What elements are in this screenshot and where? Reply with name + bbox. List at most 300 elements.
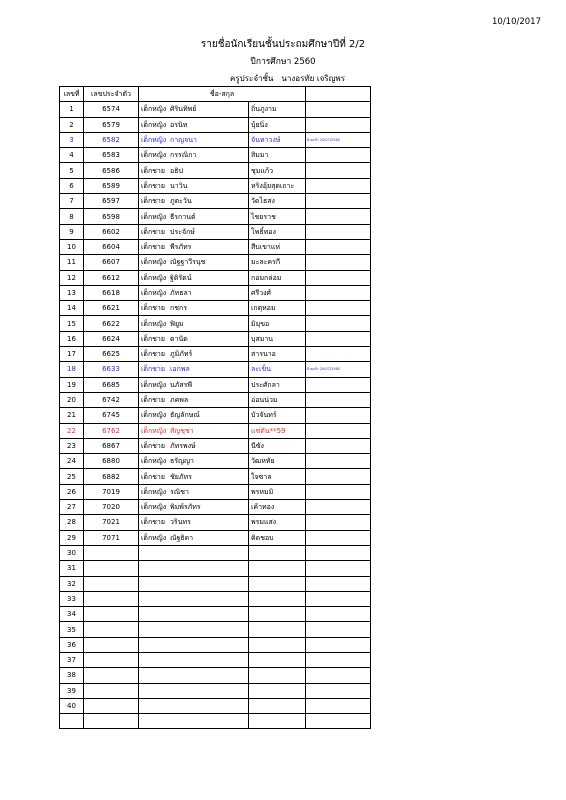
last-name — [249, 484, 306, 499]
row-number: 11 — [60, 255, 84, 270]
last-name — [249, 530, 306, 545]
student-name — [139, 224, 249, 239]
last-name — [249, 362, 306, 377]
last-name-text: อ่อนน่วม — [251, 396, 278, 405]
student-name — [139, 331, 249, 346]
row-number: 38 — [60, 668, 84, 683]
student-name — [139, 408, 249, 423]
last-name-text: ประศักลา — [251, 380, 280, 389]
row-number: 3 — [60, 132, 84, 147]
student-id: 6621 — [84, 301, 139, 316]
student-id: 6618 — [84, 285, 139, 300]
last-name — [249, 270, 306, 285]
row-number: 15 — [60, 316, 84, 331]
table-row — [60, 714, 371, 729]
first-name: นาวิน — [170, 181, 188, 190]
last-name — [249, 652, 306, 667]
last-name — [249, 347, 306, 362]
student-id — [84, 714, 139, 729]
remark-cell — [306, 423, 371, 438]
teacher-name: นางอรทัย เจริญพร — [281, 74, 345, 83]
last-name-text: บุ้ยนิ่ง — [251, 120, 268, 129]
row-number: 29 — [60, 530, 84, 545]
remark-cell — [306, 698, 371, 713]
row-number: 39 — [60, 683, 84, 698]
name-prefix: เด็กชาย — [141, 472, 165, 481]
row-number: 28 — [60, 515, 84, 530]
student-name — [139, 484, 249, 499]
student-id: 7019 — [84, 484, 139, 499]
first-name: ภคพล — [170, 396, 189, 405]
last-name-text: เกตุหอม — [251, 304, 276, 313]
last-name-text: กอมกล่อม — [251, 273, 282, 282]
first-name: ธัญลักษณ์ — [170, 411, 200, 420]
last-name-text: ใจซาล — [251, 472, 272, 481]
student-name — [139, 362, 249, 377]
student-name — [139, 438, 249, 453]
row-number: 5 — [60, 163, 84, 178]
student-name — [139, 270, 249, 285]
student-name — [139, 163, 249, 178]
student-name — [139, 255, 249, 270]
last-name — [249, 591, 306, 606]
remark-cell — [306, 239, 371, 254]
table-row — [60, 239, 371, 254]
student-roster-table — [59, 86, 371, 729]
first-name: พีรภัทร — [170, 243, 192, 252]
last-name-text: โพธิ์ทอง — [251, 227, 276, 236]
name-prefix: เด็กหญิง — [141, 289, 167, 297]
table-row — [60, 224, 371, 239]
name-prefix: เด็กชาย — [141, 197, 165, 206]
first-name: นภัสรพี — [170, 380, 193, 389]
header-name: ชื่อ-สกุล — [139, 87, 306, 102]
last-name — [249, 576, 306, 591]
first-name: รณิชา — [170, 487, 189, 496]
student-name — [139, 591, 249, 606]
last-name — [249, 102, 306, 117]
first-name: ภูตะวัน — [170, 197, 192, 206]
student-id: 6597 — [84, 194, 139, 209]
table-row — [60, 255, 371, 270]
last-name-text: มิมุขอ — [251, 319, 270, 328]
last-name — [249, 209, 306, 224]
row-number: 21 — [60, 408, 84, 423]
last-name — [249, 469, 306, 484]
table-row — [60, 698, 371, 713]
last-name-text: สิมมา — [251, 151, 269, 160]
row-number: 18 — [60, 362, 84, 377]
last-name — [249, 698, 306, 713]
remark-cell — [306, 148, 371, 163]
last-name-text: ถิ่นภูงาม — [251, 105, 277, 114]
remark-cell — [306, 209, 371, 224]
remark-cell — [306, 484, 371, 499]
remark-cell — [306, 285, 371, 300]
first-name: เอกพล — [170, 365, 190, 374]
table-row — [60, 423, 371, 438]
remark-cell — [306, 515, 371, 530]
name-prefix: เด็กหญิง — [141, 457, 167, 466]
table-row — [60, 148, 371, 163]
name-prefix: เด็กหญิง — [141, 411, 167, 420]
name-prefix: เด็กชาย — [141, 350, 165, 359]
table-row — [60, 178, 371, 193]
page-title: รายชื่อนักเรียนชั้นประถมศึกษาปีที่ 2/2 — [200, 39, 366, 50]
row-number: 14 — [60, 301, 84, 316]
first-name: ธีรกานต์ — [170, 212, 196, 221]
table-row — [60, 637, 371, 652]
homeroom-teacher — [230, 72, 353, 85]
row-number: 16 — [60, 331, 84, 346]
first-name: กรรณิกา — [170, 151, 197, 160]
student-id: 6586 — [84, 163, 139, 178]
table-row — [60, 377, 371, 392]
last-name — [249, 377, 306, 392]
row-number: 36 — [60, 637, 84, 652]
last-name — [249, 117, 306, 132]
name-prefix: เด็กหญิง — [141, 136, 167, 145]
first-name: ภูมิภัทร์ — [170, 350, 193, 359]
row-number: 8 — [60, 209, 84, 224]
student-id — [84, 698, 139, 713]
remark-cell — [306, 469, 371, 484]
last-name-text: เค้าทอง — [251, 503, 275, 512]
first-name: วรินทร — [170, 518, 191, 527]
name-prefix: เด็กชาย — [141, 365, 165, 374]
table-row — [60, 438, 371, 453]
last-name-text: วัดไธสง — [251, 197, 275, 206]
student-name — [139, 622, 249, 637]
first-name: ธรัญญา — [170, 457, 194, 466]
row-number: 26 — [60, 484, 84, 499]
student-name — [139, 652, 249, 667]
remark-cell — [306, 683, 371, 698]
header-number: เลขที่ — [60, 87, 84, 102]
student-id: 6622 — [84, 316, 139, 331]
table-header-row — [60, 87, 371, 102]
row-number: 25 — [60, 469, 84, 484]
student-id — [84, 668, 139, 683]
student-name — [139, 285, 249, 300]
student-name — [139, 194, 249, 209]
first-name: อธิป — [170, 166, 183, 175]
last-name — [249, 683, 306, 698]
last-name-text: คิดชอบ — [251, 533, 274, 542]
remark-cell — [306, 117, 371, 132]
table-row — [60, 194, 371, 209]
student-id: 6633 — [84, 362, 139, 377]
table-row — [60, 469, 371, 484]
row-number: 19 — [60, 377, 84, 392]
roster-body — [60, 102, 371, 729]
table-row — [60, 132, 371, 147]
first-name: พิมพ์รภัทร — [170, 503, 201, 512]
name-prefix: เด็กหญิง — [141, 426, 167, 435]
table-row — [60, 607, 371, 622]
student-id: 6602 — [84, 224, 139, 239]
student-id — [84, 683, 139, 698]
table-row — [60, 408, 371, 423]
student-id — [84, 545, 139, 560]
last-name — [249, 545, 306, 560]
last-name — [249, 132, 306, 147]
name-prefix: เด็กหญิง — [141, 487, 167, 496]
student-id: 6612 — [84, 270, 139, 285]
row-number: 40 — [60, 698, 84, 713]
remark-cell — [306, 668, 371, 683]
table-row — [60, 270, 371, 285]
student-id: 6867 — [84, 438, 139, 453]
last-name-text: ละเข็น — [251, 365, 272, 374]
last-name-text: สีบเขาแห่ — [251, 243, 280, 252]
last-name-text: วัฒหทัย — [251, 457, 275, 466]
student-name — [139, 637, 249, 652]
last-name — [249, 668, 306, 683]
student-id — [84, 576, 139, 591]
student-id — [84, 607, 139, 622]
table-row — [60, 301, 371, 316]
remark-cell — [306, 652, 371, 667]
student-name — [139, 714, 249, 729]
last-name-text: พรมแสง — [251, 518, 277, 527]
student-name — [139, 469, 249, 484]
remark-cell — [306, 178, 371, 193]
row-number: 4 — [60, 148, 84, 163]
remark-cell — [306, 500, 371, 515]
row-number: 20 — [60, 392, 84, 407]
remark-cell — [306, 545, 371, 560]
remark-cell — [306, 622, 371, 637]
row-number: 24 — [60, 454, 84, 469]
row-number: 23 — [60, 438, 84, 453]
last-name — [249, 148, 306, 163]
last-name-text: พรหมมิ — [251, 487, 274, 496]
student-id: 6583 — [84, 148, 139, 163]
name-prefix: เด็กหญิง — [141, 212, 167, 221]
name-prefix: เด็กชาย — [141, 441, 165, 450]
remark-cell — [306, 591, 371, 606]
row-number: 35 — [60, 622, 84, 637]
student-name — [139, 347, 249, 362]
first-name: ฐิติรัตน์ — [170, 273, 192, 282]
first-name: ศิรินทิพย์ — [170, 105, 197, 114]
last-name-text: ศรีวงศ์ — [251, 289, 271, 297]
row-number: 34 — [60, 607, 84, 622]
name-prefix: เด็กหญิง — [141, 258, 167, 267]
last-name — [249, 408, 306, 423]
table-row — [60, 683, 371, 698]
table-row — [60, 530, 371, 545]
row-number: 32 — [60, 576, 84, 591]
row-number: 17 — [60, 347, 84, 362]
last-name — [249, 637, 306, 652]
row-number: 9 — [60, 224, 84, 239]
academic-year: ปีการศึกษา 2560 — [250, 57, 316, 67]
remark-cell — [306, 607, 371, 622]
row-number: 1 — [60, 102, 84, 117]
name-prefix: เด็กชาย — [141, 166, 165, 175]
last-name — [249, 515, 306, 530]
remark-cell — [306, 347, 371, 362]
student-id: 6745 — [84, 408, 139, 423]
header-student-id: เลขประจำตัว — [84, 87, 139, 102]
last-name-text: บุสมาน — [251, 334, 274, 343]
remark-cell — [306, 576, 371, 591]
student-name — [139, 423, 249, 438]
student-name — [139, 102, 249, 117]
last-name — [249, 423, 306, 438]
row-number: 22 — [60, 423, 84, 438]
teacher-label: ครูประจำชั้น — [230, 74, 274, 83]
student-id — [84, 652, 139, 667]
row-number: 7 — [60, 194, 84, 209]
name-prefix: เด็กชาย — [141, 243, 165, 252]
table-row — [60, 117, 371, 132]
student-name — [139, 668, 249, 683]
row-number: 2 — [60, 117, 84, 132]
first-name: ภัทธลา — [170, 289, 192, 297]
name-prefix: เด็กชาย — [141, 227, 165, 236]
last-name-text: จันทาวงษ์ — [251, 136, 281, 145]
first-name: กชกร — [170, 304, 187, 313]
row-number: 13 — [60, 285, 84, 300]
last-name — [249, 331, 306, 346]
remark-cell — [306, 377, 371, 392]
student-name — [139, 515, 249, 530]
table-row — [60, 500, 371, 515]
first-name: ดานัด — [170, 334, 188, 343]
student-id: 6607 — [84, 255, 139, 270]
student-name — [139, 576, 249, 591]
student-name — [139, 377, 249, 392]
last-name — [249, 607, 306, 622]
student-id: 7020 — [84, 500, 139, 515]
remark-cell — [306, 454, 371, 469]
last-name — [249, 194, 306, 209]
row-number: 31 — [60, 561, 84, 576]
table-row — [60, 454, 371, 469]
name-prefix: เด็กชาย — [141, 518, 165, 527]
last-name-text: สารนาอ — [251, 350, 276, 359]
table-row — [60, 545, 371, 560]
student-name — [139, 301, 249, 316]
last-name-text: หริงอุ้ยสุดเถาะ — [251, 181, 295, 190]
student-id: 6582 — [84, 132, 139, 147]
remark-cell — [306, 316, 371, 331]
student-id: 6625 — [84, 347, 139, 362]
row-number: 30 — [60, 545, 84, 560]
remark-cell — [306, 714, 371, 729]
row-number: 12 — [60, 270, 84, 285]
table-row — [60, 163, 371, 178]
name-prefix: เด็กหญิง — [141, 105, 167, 114]
row-number: 33 — [60, 591, 84, 606]
name-prefix: เด็กหญิง — [141, 503, 167, 512]
first-name: กาญจนา — [170, 136, 197, 145]
remark-cell — [306, 331, 371, 346]
first-name: ณัฐธิดา — [170, 533, 194, 542]
name-prefix: เด็กชาย — [141, 181, 165, 190]
student-id — [84, 637, 139, 652]
remark-cell — [306, 102, 371, 117]
row-number: 37 — [60, 652, 84, 667]
first-name: ประจักษ์ — [170, 227, 195, 236]
last-name — [249, 285, 306, 300]
row-number — [60, 714, 84, 729]
row-number: 10 — [60, 239, 84, 254]
last-name — [249, 178, 306, 193]
last-name-text: ชุมแก้ว — [251, 166, 274, 175]
student-id: 6589 — [84, 178, 139, 193]
student-name — [139, 545, 249, 560]
first-name: ชัยภัทร — [170, 472, 192, 481]
last-name — [249, 316, 306, 331]
table-row — [60, 316, 371, 331]
student-name — [139, 561, 249, 576]
first-name: ภัทรพงษ์ — [170, 441, 196, 450]
remark-cell — [306, 301, 371, 316]
last-name — [249, 392, 306, 407]
name-prefix: เด็กหญิง — [141, 120, 167, 129]
table-row — [60, 347, 371, 362]
remark-cell — [306, 561, 371, 576]
table-row — [60, 331, 371, 346]
student-id: 6762 — [84, 423, 139, 438]
student-name — [139, 178, 249, 193]
name-prefix: เด็กชาย — [141, 396, 165, 405]
student-id: 6604 — [84, 239, 139, 254]
remark-cell — [306, 270, 371, 285]
last-name-text: นีซัง — [251, 441, 264, 450]
student-name — [139, 316, 249, 331]
student-name — [139, 500, 249, 515]
last-name — [249, 438, 306, 453]
last-name — [249, 224, 306, 239]
print-date: 10/10/2017 — [492, 17, 541, 27]
student-name — [139, 148, 249, 163]
name-prefix: เด็กชาย — [141, 334, 165, 343]
remark-cell — [306, 224, 371, 239]
last-name — [249, 301, 306, 316]
remark-cell — [306, 194, 371, 209]
student-id: 6624 — [84, 331, 139, 346]
remark-cell: ย้ายเข้า 20/07/2560 — [306, 132, 371, 147]
student-name — [139, 530, 249, 545]
table-row — [60, 515, 371, 530]
table-row — [60, 362, 371, 377]
remark-cell — [306, 637, 371, 652]
student-name — [139, 607, 249, 622]
first-name: อรนิท — [170, 120, 188, 129]
last-name — [249, 163, 306, 178]
table-row — [60, 668, 371, 683]
student-name — [139, 454, 249, 469]
last-name — [249, 454, 306, 469]
table-row — [60, 622, 371, 637]
student-name — [139, 117, 249, 132]
table-row — [60, 285, 371, 300]
table-row — [60, 392, 371, 407]
student-id: 6742 — [84, 392, 139, 407]
last-name-text: มะละครกี — [251, 258, 281, 267]
remark-cell — [306, 438, 371, 453]
last-name-text: บัวจันทร์ — [251, 411, 277, 420]
name-prefix: เด็กหญิง — [141, 151, 167, 160]
remark-cell — [306, 408, 371, 423]
table-row — [60, 561, 371, 576]
last-name — [249, 714, 306, 729]
